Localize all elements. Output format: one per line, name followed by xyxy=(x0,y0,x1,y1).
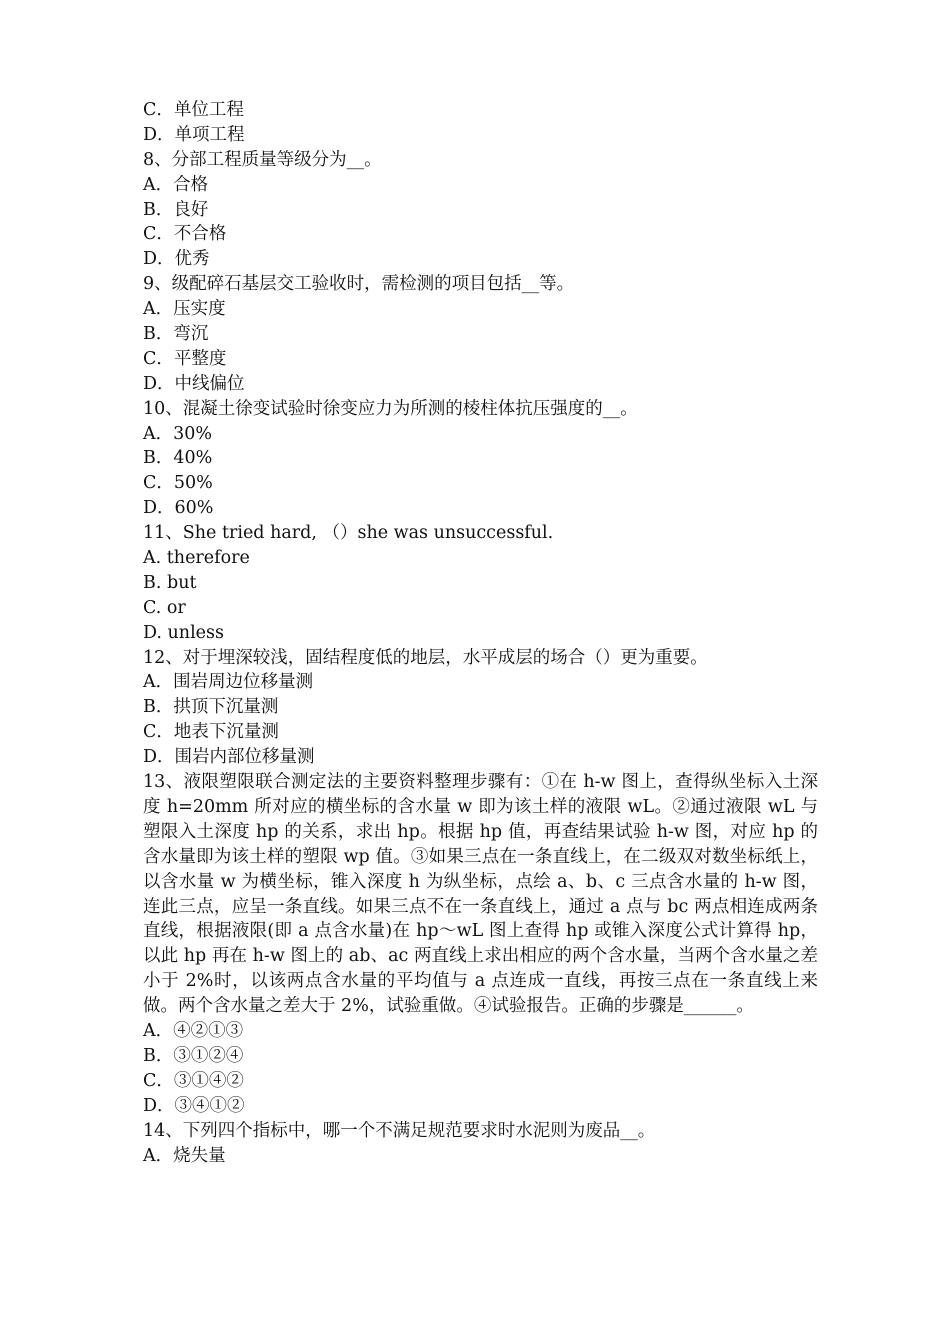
text-line: D．③④①② xyxy=(143,1095,245,1116)
question-lines-after xyxy=(143,1019,818,1168)
text-line: 14、下列四个指标中，哪一个不满足规范要求时水泥则为废品__。 xyxy=(143,1120,656,1141)
text-line: B. but xyxy=(143,572,197,593)
text-line: 11、She tried hard, （）she was unsuccessful. xyxy=(143,523,554,544)
text-line: D．60% xyxy=(143,498,214,519)
text-line: A．合格 xyxy=(143,174,209,195)
text-line: A．④②①③ xyxy=(143,1021,244,1042)
text-line: D. unless xyxy=(143,622,224,643)
text-line: C．不合格 xyxy=(143,224,227,245)
text-line: D．中线偏位 xyxy=(143,373,245,394)
text-line: 8、分部工程质量等级分为__。 xyxy=(143,149,382,170)
text-line: A．烧失量 xyxy=(143,1145,226,1166)
text-line: A．围岩周边位移量测 xyxy=(143,672,314,693)
text-line: 10、混凝土徐变试验时徐变应力为所测的棱柱体抗压强度的__。 xyxy=(143,398,638,419)
text-line: C．地表下沉量测 xyxy=(143,722,279,743)
text-line: C．单位工程 xyxy=(143,100,244,120)
text-line: B．弯沉 xyxy=(143,324,209,345)
question-13-paragraph: 13、液限塑限联合测定法的主要资料整理步骤有：①在 h-w 图上，查得纵坐标入土深度 h=20mm 所对应的横坐标的含水量 w 即为该土样的液限 wL。②通过液限 wL 与塑限入土深度 hp 的关系，求出 hp。根据 hp 值，再查结果试验 h-w 图，对应 hp 的含水量即为该土样的塑限 wp 值。③如果三点在一条直线上，在二级双对数坐标纸上，以含水量 w 为横坐标，锥入深度 h 为纵坐标，点绘 a、b、c 三点含水量的 h-w 图，连此三点，应呈一条直线。如果三点不在一条直线上，通过 a 点与 bc 两点相连成两条直线，根据液限(即 a 点含水量)在 hp～wL 图上查得 hp 或锥入深度公式计算得 hp，以此 hp 再在 h-w 图上的 ab、ac 两直线上求出相应的两个含水量，当两个含水量之差小于 2%时，以该两点含水量的平均值与 a 点连成一直线，再按三点在一条直线上来做。两个含水量之差大于 2%，试验重做。④试验报告。正确的步骤是______。 xyxy=(143,772,818,1017)
question-lines-before xyxy=(143,98,818,770)
text-line: D．优秀 xyxy=(143,249,210,270)
text-line: A．30% xyxy=(143,423,213,444)
text-line: 9、级配碎石基层交工验收时，需检测的项目包括__等。 xyxy=(143,274,575,295)
text-line: A. therefore xyxy=(143,548,250,569)
text-line: C. or xyxy=(143,597,186,618)
text-line: C．③①④② xyxy=(143,1070,244,1091)
text-line: B．拱顶下沉量测 xyxy=(143,697,279,718)
text-line: C．50% xyxy=(143,473,213,494)
text-line: D．单项工程 xyxy=(143,124,245,145)
text-line: 12、对于埋深较浅，固结程度低的地层，水平成层的场合（）更为重要。 xyxy=(143,647,708,668)
document-body xyxy=(143,98,818,1168)
text-line: A．压实度 xyxy=(143,299,226,320)
text-line: B．良好 xyxy=(143,199,209,220)
text-line: B．③①②④ xyxy=(143,1046,244,1066)
text-line: D．围岩内部位移量测 xyxy=(143,747,315,768)
text-line: C．平整度 xyxy=(143,348,227,369)
text-line: B．40% xyxy=(143,448,213,469)
